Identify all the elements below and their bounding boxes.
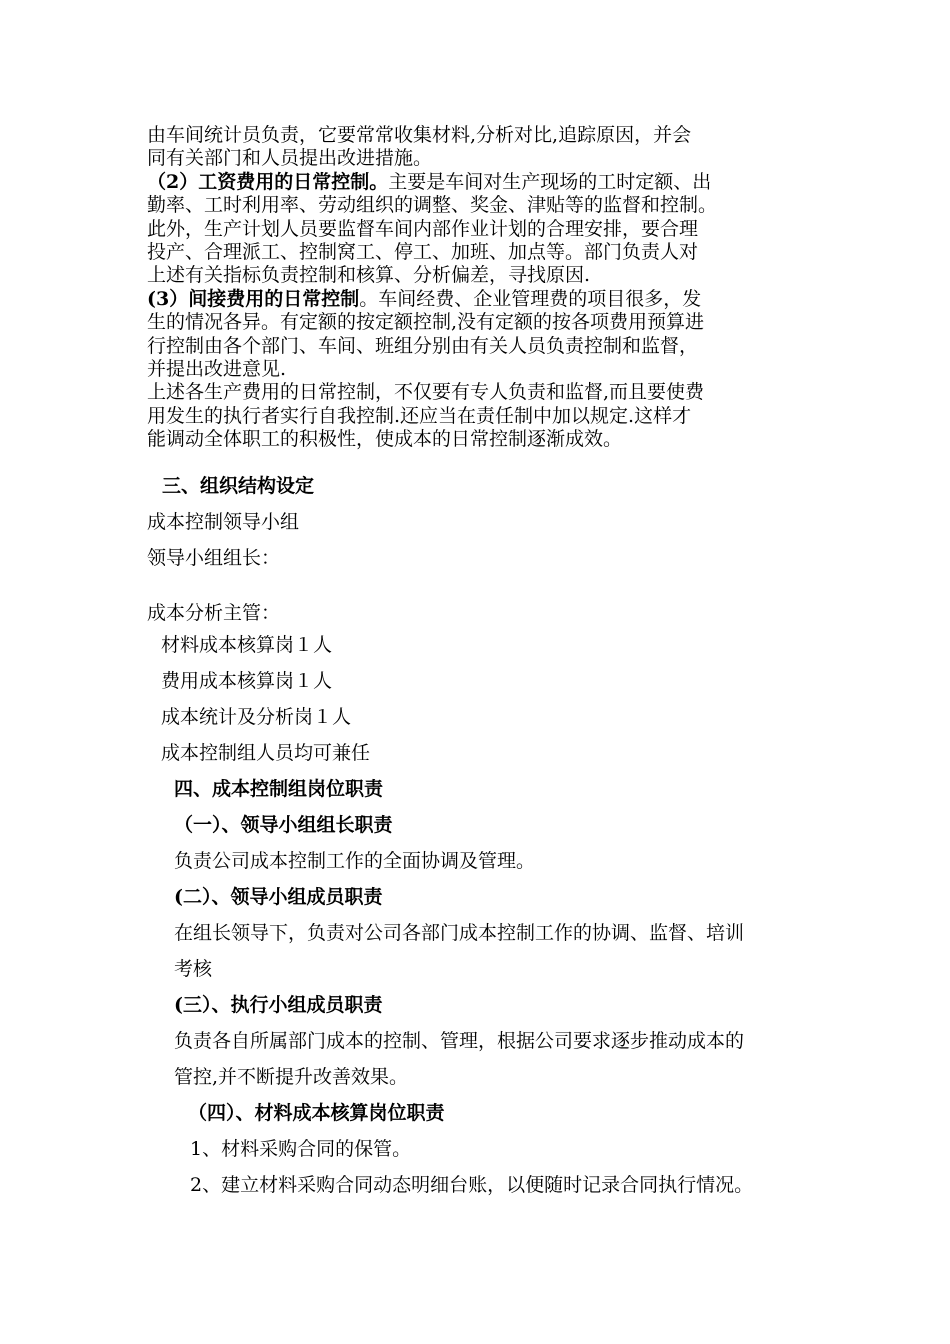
text-line: 生的情况各异。有定额的按定额控制,没有定额的按各项费用预算进 [147, 311, 705, 334]
text-line [147, 288, 817, 311]
indirect-cost-heading: (3）间接费用的日常控制 [147, 287, 360, 310]
text-line: 勤率、工时利用率、劳动组织的调整、奖金、津贴等的监督和控制。 [147, 194, 718, 217]
text-line: 上述各生产费用的日常控制，不仅要有专人负责和监督,而且要使费 [147, 381, 705, 404]
list-item: 2、建立材料采购合同动态明细台账，以便随时记录合同执行情况。 [190, 1174, 754, 1196]
post-item: 费用成本核算岗１人 [161, 670, 333, 692]
text-line: 此外，生产计划人员要监督车间内部作业计划的合理安排，要合理 [147, 217, 699, 240]
section-3-heading: 三、组织结构设定 [162, 475, 315, 497]
subsection-text: 在组长领导下，负责对公司各部门成本控制工作的协调、监督、培训 [174, 922, 745, 944]
text-line: 由车间统计员负责，它要常常收集材料,分析对比,追踪原因，并会 [147, 124, 692, 146]
text-line: 行控制由各个部门、车间、班组分别由有关人员负责控制和监督， [147, 334, 699, 357]
leader-label: 领导小组组长： [147, 547, 281, 569]
group-title: 成本控制领导小组 [147, 511, 300, 533]
subsection-text: 考核 [174, 958, 213, 980]
text-line [147, 171, 817, 194]
subsection-heading: (二）、领导小组成员职责 [174, 886, 383, 908]
wage-control-text: 主要是车间对生产现场的工时定额、出 [388, 170, 712, 193]
subsection-heading: (三）、执行小组成员职责 [174, 994, 383, 1016]
subsection-text: 管控,并不断提升改善效果。 [174, 1066, 409, 1088]
list-item: 1、材料采购合同的保管。 [190, 1138, 412, 1160]
text-line: 上述有关指标负责控制和核算、分析偏差，寻找原因. [147, 264, 591, 287]
wage-control-heading: （2）工资费用的日常控制。 [147, 170, 389, 193]
text-line: 用发生的执行者实行自我控制.还应当在责任制中加以规定.这样才 [147, 404, 692, 427]
indirect-cost-text: 。车间经费、企业管理费的项目很多，发 [359, 287, 702, 310]
subsection-text: 负责各自所属部门成本的控制、管理，根据公司要求逐步推动成本的 [174, 1030, 745, 1052]
text-line: 能调动全体职工的积极性，使成本的日常控制逐渐成效。 [147, 428, 623, 451]
subsection-text: 负责公司成本控制工作的全面协调及管理。 [174, 850, 536, 872]
subsection-heading: （一）、领导小组组长职责 [174, 814, 393, 836]
section-4-heading: 四、成本控制组岗位职责 [174, 778, 384, 800]
cost-control-paragraphs [147, 124, 817, 452]
post-item: 成本统计及分析岗１人 [161, 706, 352, 728]
supervisor-label: 成本分析主管： [147, 602, 281, 624]
post-item: 材料成本核算岗１人 [161, 634, 333, 656]
text-line: 并提出改进意见. [147, 358, 287, 381]
subsection-heading: （四）、材料成本核算岗位职责 [188, 1102, 445, 1124]
staff-note: 成本控制组人员均可兼任 [161, 742, 371, 764]
text-line: 同有关部门和人员提出改进措施。 [147, 147, 433, 170]
text-line: 投产、合理派工、控制窝工、停工、加班、加点等。部门负责人对 [147, 241, 699, 264]
